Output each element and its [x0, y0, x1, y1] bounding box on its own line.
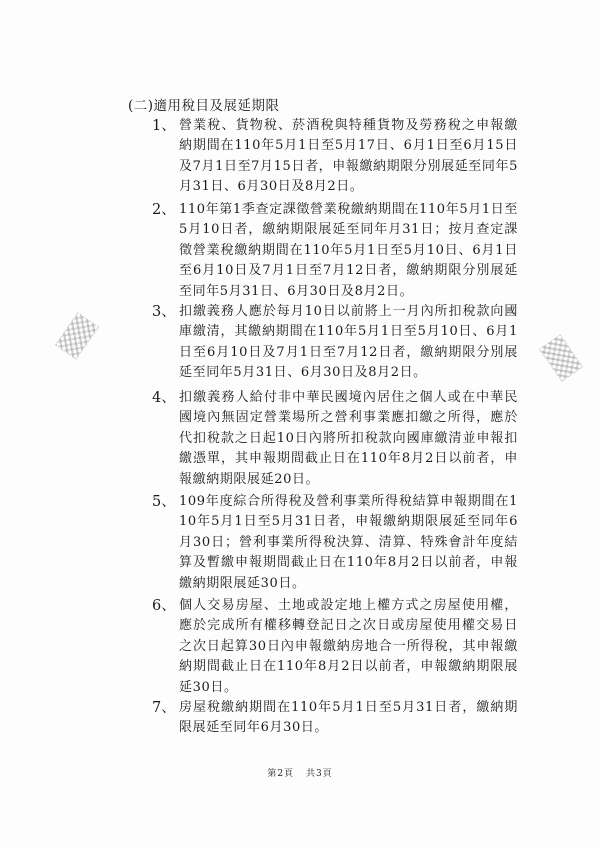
item-text: 扣繳義務人給付非中華民國境內居住之個人或在中華民國境內無固定營業場所之營利事業應扣繳之所得，應於代扣稅款之日起10日內將所扣稅款向國庫繳清並申報扣繳憑單，其申報期間截止日在110年8月2日以前者，申報繳納期限展延20日。 [179, 390, 518, 487]
page-total: 共3頁 [305, 769, 333, 779]
item-number: 5、 [152, 494, 176, 510]
item-text: 營業稅、貨物稅、菸酒稅與特種貨物及勞務稅之申報繳納期間在110年5月1日至5月17日、6月1日至6月15日及7月1日至7月15日者，申報繳納期限分別展延至同年5月31日、6月30日及8月2日。 [179, 118, 518, 195]
list-item-4 [152, 388, 518, 490]
scan-mark-right [539, 334, 583, 382]
item-number: 7、 [152, 700, 176, 716]
list-item-1 [152, 116, 518, 198]
item-text: 房屋稅繳納期間在110年5月1日至5月31日者，繳納期限展延至同年6月30日。 [179, 700, 518, 736]
list-item-5 [152, 492, 518, 594]
list-item-3 [152, 302, 518, 384]
item-text: 扣繳義務人應於每月10日以前將上一月內所扣稅款向國庫繳清，其繳納期間在110年5月1日至5月10日、6月1日至6月10日及7月1日至7月12日者，繳納期限分別展延至同年5月31日、6月30日及8月2日。 [179, 304, 518, 381]
item-text: 個人交易房屋、土地或設定地上權方式之房屋使用權，應於完成所有權移轉登記日之次日或房屋使用權交易日之次日起算30日內申報繳納房地合一所得稅，其申報繳納期間截止日在110年8月2日以前者，申報繳納期限展延30日。 [179, 598, 518, 695]
list-item-2 [152, 200, 518, 302]
section-heading: (二)適用稅目及展延期限 [128, 98, 280, 114]
item-number: 1、 [152, 118, 176, 134]
item-text: 110年第1季查定課徵營業稅繳納期間在110年5月1日至5月10日者，繳納期限展延至同年月31日；按月查定課徵營業稅繳納期間在110年5月1日至5月10日、6月1日至6月10日及7月1日至7月12日者，繳納期限分別展延至同年5月31日、6月30日及8月2日。 [179, 202, 518, 299]
item-number: 6、 [152, 598, 176, 614]
item-number: 3、 [152, 304, 176, 320]
item-text: 109年度綜合所得稅及營利事業所得稅結算申報期間在110年5月1日至5月31日者，申報繳納期限展延至同年6月30日；營利事業所得稅決算、清算、特殊會計年度結算及暫繳申報期間截止日在110年8月2日以前者，申報繳納期限展延30日。 [179, 494, 518, 591]
scan-mark-left [55, 312, 99, 360]
item-number: 4、 [152, 390, 176, 406]
list-item-6 [152, 596, 518, 698]
list-item-7 [152, 698, 518, 739]
page-number: 第2頁 [267, 769, 295, 779]
item-number: 2、 [152, 202, 176, 218]
page-footer [0, 766, 600, 779]
